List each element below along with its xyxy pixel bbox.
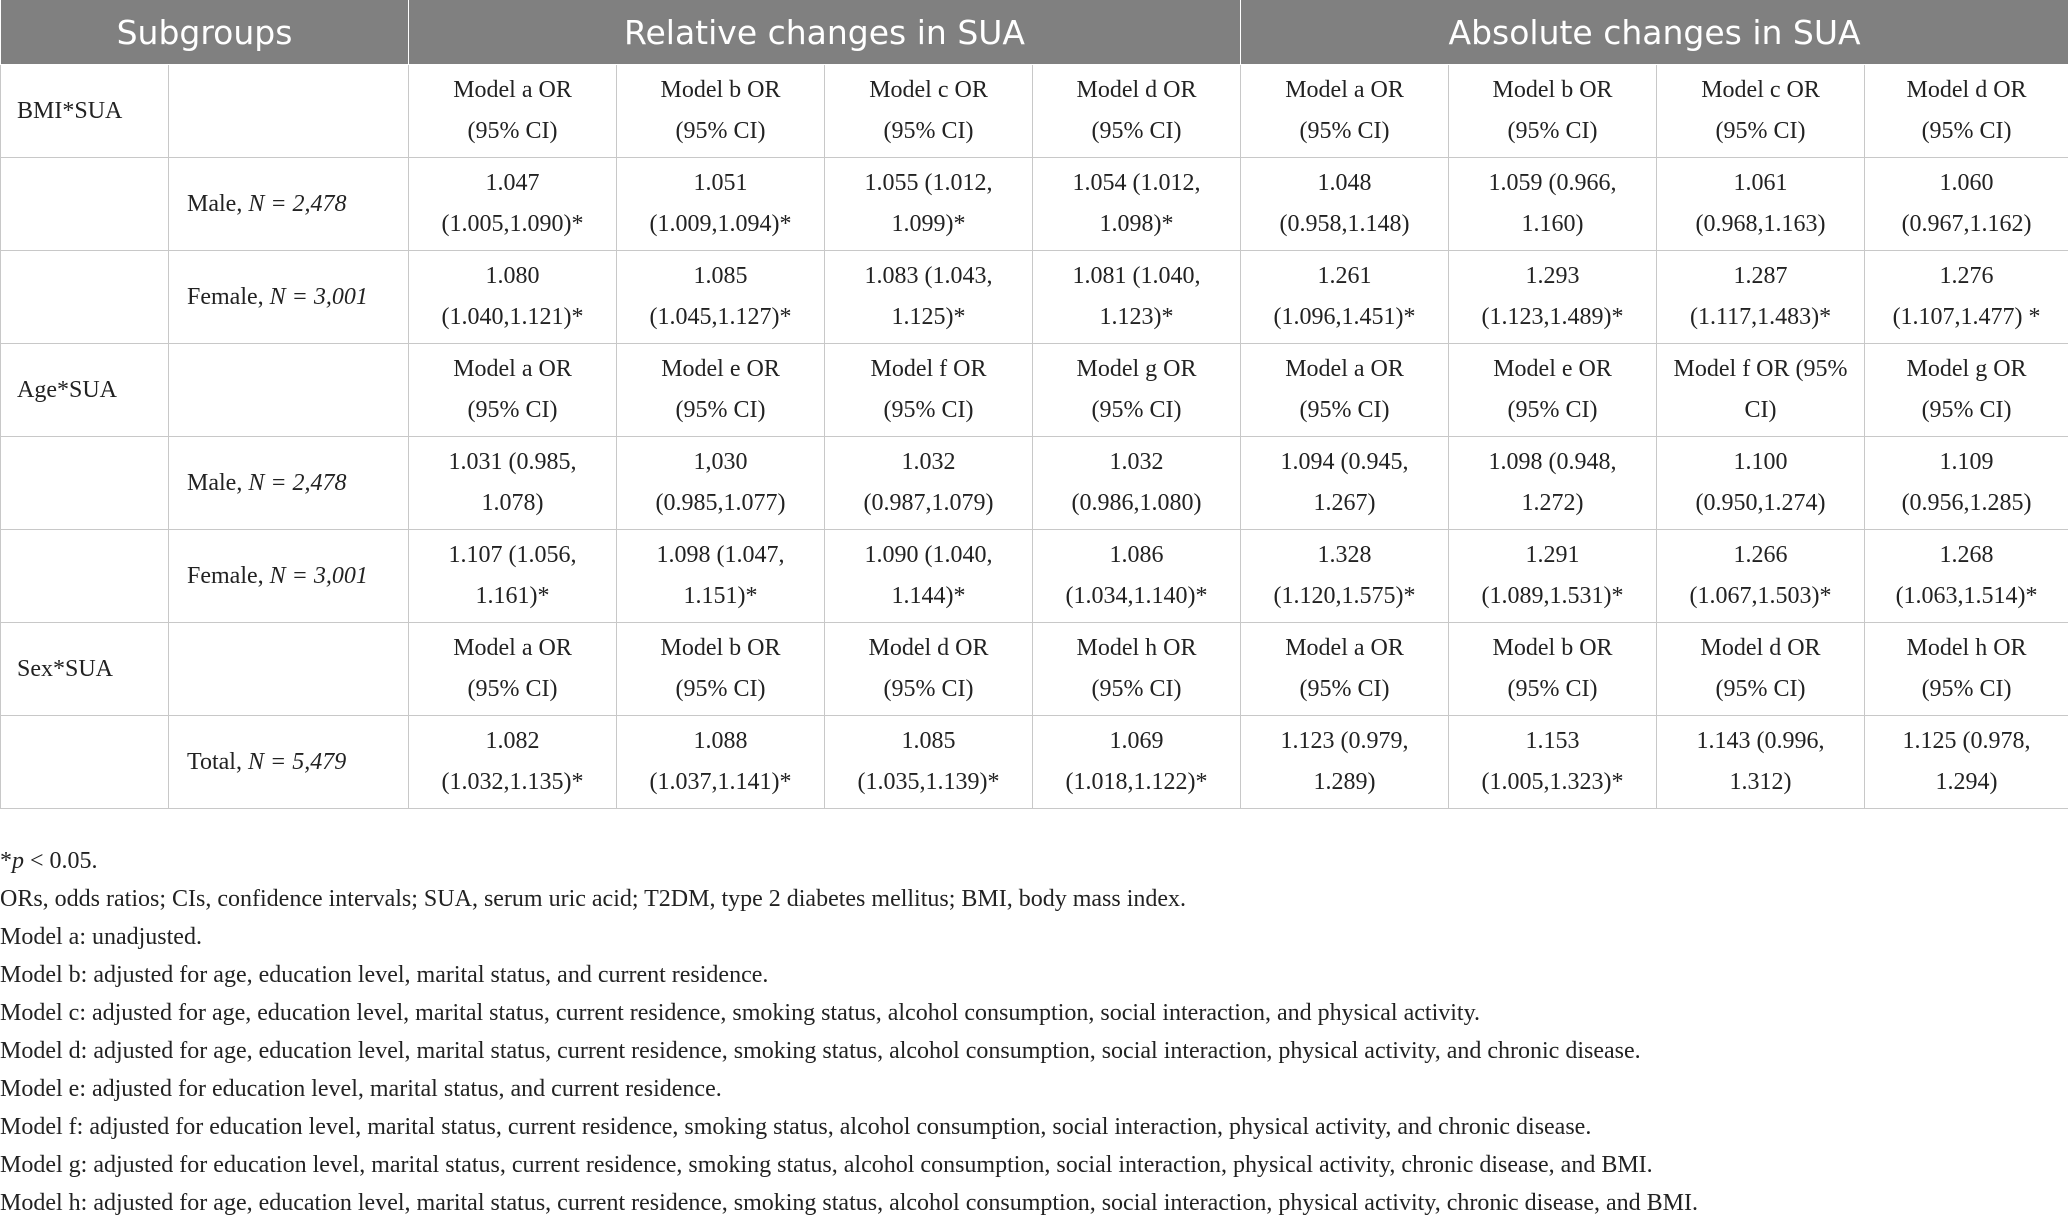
table-cell [617, 437, 825, 530]
table-cell [1241, 158, 1449, 251]
cell-line-2: 1.125)* [891, 304, 966, 330]
cell-line-1: Model g OR [1906, 356, 2027, 382]
cell-line-1: Model b OR [660, 77, 781, 103]
cell-line-2: (1.034,1.140)* [1065, 583, 1208, 609]
table-cell [1865, 716, 2068, 809]
table-row [1, 623, 2068, 716]
group-label [1, 158, 169, 251]
table-cell [617, 344, 825, 437]
table-cell [1241, 716, 1449, 809]
cell-line-1: Model f OR (95% [1673, 356, 1848, 382]
table-cell [1449, 437, 1657, 530]
cell-line-2: (95% CI) [883, 118, 974, 144]
cell-line-1: Model a OR [453, 356, 572, 382]
cell-line-1: Model a OR [453, 635, 572, 661]
subgroup-n: N = 2,478 [248, 190, 347, 217]
table-cell [1657, 623, 1865, 716]
group-label: BMI*SUA [1, 65, 169, 158]
table-cell [409, 716, 617, 809]
table-cell [1449, 530, 1657, 623]
cell-line-2: 1.078) [481, 490, 544, 516]
cell-line-1: 1.094 (0.945, [1280, 449, 1409, 475]
cell-line-1: 1.098 (0.948, [1488, 449, 1617, 475]
cell-line-2: (95% CI) [883, 397, 974, 423]
cell-line-2: (0.956,1.285) [1901, 490, 2032, 516]
cell-line-2: 1.151)* [683, 583, 758, 609]
subgroup-label [169, 437, 409, 530]
cell-line-1: 1.088 [693, 728, 748, 754]
cell-line-1: 1.051 [693, 170, 748, 196]
table-cell [1241, 623, 1449, 716]
cell-line-2: 1.099)* [891, 211, 966, 237]
table-row [1, 716, 2068, 809]
table-cell [825, 344, 1033, 437]
cell-line-1: 1.143 (0.996, [1696, 728, 1825, 754]
cell-line-1: 1.109 [1939, 449, 1994, 475]
cell-line-2: (1.005,1.090)* [441, 211, 584, 237]
table-cell [1033, 158, 1241, 251]
subgroup-n: N = 3,001 [269, 283, 368, 310]
cell-line-1: 1.032 [901, 449, 956, 475]
cell-line-1: 1.153 [1525, 728, 1580, 754]
table-cell [1241, 344, 1449, 437]
cell-line-1: 1.047 [485, 170, 540, 196]
subgroup-label [169, 158, 409, 251]
cell-line-2: (0.985,1.077) [655, 490, 786, 516]
cell-line-2: (95% CI) [467, 676, 558, 702]
table-cell [1241, 251, 1449, 344]
group-label [1, 251, 169, 344]
table-cell [409, 530, 617, 623]
table-row [1, 437, 2068, 530]
table-cell [1449, 158, 1657, 251]
cell-line-2: 1.294) [1935, 769, 1998, 795]
cell-line-1: 1.032 [1109, 449, 1164, 475]
cell-line-1: 1.086 [1109, 542, 1164, 568]
cell-line-1: Model e OR [661, 356, 780, 382]
cell-line-2: 1.160) [1521, 211, 1584, 237]
header-subgroups: Subgroups [1, 0, 409, 65]
cell-line-1: 1.268 [1939, 542, 1994, 568]
cell-line-2: (95% CI) [1299, 397, 1390, 423]
cell-line-1: Model h OR [1076, 635, 1197, 661]
header-relative-changes: Relative changes in SUA [409, 0, 1241, 65]
table-cell [1657, 65, 1865, 158]
cell-line-1: Model d OR [1700, 635, 1821, 661]
cell-line-2: (95% CI) [467, 118, 558, 144]
table-cell [1865, 251, 2068, 344]
group-label: Age*SUA [1, 344, 169, 437]
table-cell [1241, 437, 1449, 530]
cell-line-2: (95% CI) [1921, 397, 2012, 423]
cell-line-2: (1.035,1.139)* [857, 769, 1000, 795]
cell-line-2: 1.312) [1729, 769, 1792, 795]
table-cell [1033, 65, 1241, 158]
table-cell [825, 623, 1033, 716]
note-line: Model d: adjusted for age, education level, marital status, current residence, smoking status, alcohol consumption, social interaction, physical activity, and chronic disease. [0, 1038, 1641, 1064]
cell-line-2: (1.067,1.503)* [1689, 583, 1832, 609]
cell-line-1: 1.100 [1733, 449, 1788, 475]
subgroup-label [169, 716, 409, 809]
subgroup-name: Female, [187, 283, 270, 310]
cell-line-1: Model d OR [868, 635, 989, 661]
table-cell [1865, 158, 2068, 251]
table-cell [1865, 623, 2068, 716]
cell-line-1: 1.328 [1317, 542, 1372, 568]
cell-line-2: (95% CI) [1507, 118, 1598, 144]
cell-line-1: Model a OR [1285, 356, 1404, 382]
cell-line-2: (1.037,1.141)* [649, 769, 792, 795]
table-cell [1033, 344, 1241, 437]
cell-line-1: Model a OR [1285, 635, 1404, 661]
subgroup-label [169, 344, 409, 437]
table-cell [1865, 530, 2068, 623]
cell-line-1: 1.048 [1317, 170, 1372, 196]
cell-line-1: 1.061 [1733, 170, 1788, 196]
table-row [1, 344, 2068, 437]
cell-line-1: 1.055 (1.012, [864, 170, 993, 196]
table-cell [1449, 65, 1657, 158]
cell-line-2: 1.267) [1313, 490, 1376, 516]
cell-line-1: Model b OR [1492, 635, 1613, 661]
subgroup-label [169, 65, 409, 158]
cell-line-1: Model d OR [1906, 77, 2027, 103]
table-cell [617, 716, 825, 809]
subgroup-name: Male, [187, 469, 249, 496]
cell-line-1: Model e OR [1493, 356, 1612, 382]
cell-line-1: 1.266 [1733, 542, 1788, 568]
cell-line-2: (95% CI) [1507, 397, 1598, 423]
cell-line-1: 1.054 (1.012, [1072, 170, 1201, 196]
cell-line-1: 1.276 [1939, 263, 1994, 289]
cell-line-2: (1.045,1.127)* [649, 304, 792, 330]
cell-line-1: 1.085 [901, 728, 956, 754]
cell-line-1: 1.287 [1733, 263, 1788, 289]
cell-line-2: (95% CI) [1091, 676, 1182, 702]
note-lines [0, 880, 2068, 1222]
cell-line-2: (95% CI) [883, 676, 974, 702]
cell-line-2: (95% CI) [1091, 118, 1182, 144]
table-cell [409, 623, 617, 716]
cell-line-2: (1.032,1.135)* [441, 769, 584, 795]
cell-line-1: 1.059 (0.966, [1488, 170, 1617, 196]
table-cell [1657, 251, 1865, 344]
cell-line-1: Model g OR [1076, 356, 1197, 382]
cell-line-1: 1.125 (0.978, [1902, 728, 2031, 754]
table-body [1, 65, 2068, 809]
cell-line-1: 1.107 (1.056, [448, 542, 577, 568]
table-cell [825, 65, 1033, 158]
cell-line-2: (95% CI) [1921, 676, 2012, 702]
subgroup-n: N = 5,479 [247, 748, 347, 775]
group-label [1, 530, 169, 623]
cell-line-1: Model a OR [1285, 77, 1404, 103]
table-cell [1449, 623, 1657, 716]
cell-line-2: (1.089,1.531)* [1481, 583, 1624, 609]
cell-line-2: 1.161)* [475, 583, 550, 609]
group-label [1, 437, 169, 530]
cell-line-1: 1.031 (0.985, [448, 449, 577, 475]
table-cell [1657, 437, 1865, 530]
cell-line-2: (95% CI) [1299, 676, 1390, 702]
table-cell [1033, 623, 1241, 716]
cell-line-2: 1.272) [1521, 490, 1584, 516]
cell-line-1: 1.082 [485, 728, 540, 754]
table-cell [617, 65, 825, 158]
table-row [1, 530, 2068, 623]
cell-line-2: (1.009,1.094)* [649, 211, 792, 237]
table-cell [825, 251, 1033, 344]
cell-line-2: (95% CI) [675, 397, 766, 423]
table-cell [1449, 716, 1657, 809]
cell-line-2: CI) [1744, 397, 1777, 423]
cell-line-1: 1.060 [1939, 170, 1994, 196]
table-cell [409, 251, 617, 344]
subgroup-label [169, 251, 409, 344]
cell-line-2: (0.987,1.079) [863, 490, 994, 516]
cell-line-2: (95% CI) [675, 118, 766, 144]
cell-line-2: 1.098)* [1099, 211, 1174, 237]
subgroup-label [169, 530, 409, 623]
cell-line-2: (1.005,1.323)* [1481, 769, 1624, 795]
note-line: Model g: adjusted for education level, marital status, current residence, smoking status, alcohol consumption, social interaction, physical activity, chronic disease, and BMI. [0, 1152, 1653, 1178]
subgroup-name: Female, [187, 562, 270, 589]
cell-line-1: Model a OR [453, 77, 572, 103]
cell-line-1: 1.261 [1317, 263, 1372, 289]
note-line: Model e: adjusted for education level, marital status, and current residence. [0, 1076, 722, 1102]
subgroup-label [169, 623, 409, 716]
cell-line-2: (0.968,1.163) [1695, 211, 1826, 237]
cell-line-2: 1.123)* [1099, 304, 1174, 330]
subgroup-n: N = 3,001 [269, 562, 368, 589]
table-cell [617, 251, 825, 344]
cell-line-2: (1.096,1.451)* [1273, 304, 1416, 330]
note-line: Model a: unadjusted. [0, 924, 202, 950]
cell-line-2: (0.986,1.080) [1071, 490, 1202, 516]
cell-line-1: Model c OR [869, 77, 988, 103]
note-line: Model b: adjusted for age, education level, marital status, and current residence. [0, 962, 769, 988]
cell-line-2: (1.040,1.121)* [441, 304, 584, 330]
table-cell [1033, 530, 1241, 623]
table-cell [617, 158, 825, 251]
cell-line-1: 1.081 (1.040, [1072, 263, 1201, 289]
header-absolute-changes: Absolute changes in SUA [1241, 0, 2068, 65]
table-cell [825, 716, 1033, 809]
cell-line-1: Model b OR [660, 635, 781, 661]
cell-line-2: (0.958,1.148) [1279, 211, 1410, 237]
note-line: Model c: adjusted for age, education level, marital status, current residence, smoking status, alcohol consumption, social interaction, and physical activity. [0, 1000, 1481, 1026]
table-cell [825, 437, 1033, 530]
cell-line-1: Model d OR [1076, 77, 1197, 103]
subgroup-name: Total, [187, 748, 248, 775]
cell-line-1: 1,030 [693, 449, 748, 475]
table-cell [409, 158, 617, 251]
group-label: Sex*SUA [1, 623, 169, 716]
subgroup-name: Male, [187, 190, 249, 217]
cell-line-2: (95% CI) [1507, 676, 1598, 702]
cell-line-1: Model f OR [870, 356, 987, 382]
table-cell [617, 623, 825, 716]
cell-line-2: (0.950,1.274) [1695, 490, 1826, 516]
table-footnotes [0, 842, 2068, 1222]
cell-line-2: (1.120,1.575)* [1273, 583, 1416, 609]
table-cell [1865, 65, 2068, 158]
cell-line-2: (95% CI) [1921, 118, 2012, 144]
cell-line-2: (1.063,1.514)* [1895, 583, 2038, 609]
cell-line-2: (1.117,1.483)* [1689, 304, 1832, 330]
cell-line-2: (1.018,1.122)* [1065, 769, 1208, 795]
table-cell [825, 158, 1033, 251]
cell-line-1: Model c OR [1701, 77, 1820, 103]
table-cell [1033, 437, 1241, 530]
cell-line-2: (95% CI) [1715, 676, 1806, 702]
cell-line-2: (95% CI) [1299, 118, 1390, 144]
subgroup-n: N = 2,478 [248, 469, 347, 496]
table-cell [825, 530, 1033, 623]
table-cell [1033, 251, 1241, 344]
cell-line-1: 1.085 [693, 263, 748, 289]
table-cell [617, 530, 825, 623]
group-label [1, 716, 169, 809]
cell-line-1: 1.293 [1525, 263, 1580, 289]
cell-line-2: 1.289) [1313, 769, 1376, 795]
table-cell [409, 65, 617, 158]
cell-line-1: 1.069 [1109, 728, 1164, 754]
note-line: Model h: adjusted for age, education level, marital status, current residence, smoking status, alcohol consumption, social interaction, physical activity, chronic disease, and BMI. [0, 1190, 1698, 1216]
cell-line-1: 1.291 [1525, 542, 1580, 568]
cell-line-1: 1.090 (1.040, [864, 542, 993, 568]
note-line: Model f: adjusted for education level, marital status, current residence, smoking status, alcohol consumption, social interaction, physical activity, and chronic disease. [0, 1114, 1592, 1140]
table-cell [1865, 344, 2068, 437]
table-cell [1033, 716, 1241, 809]
cell-line-2: (1.123,1.489)* [1481, 304, 1624, 330]
table-row [1, 251, 2068, 344]
cell-line-2: (95% CI) [1091, 397, 1182, 423]
cell-line-1: 1.083 (1.043, [864, 263, 993, 289]
table-cell [1449, 344, 1657, 437]
table-cell [409, 344, 617, 437]
cell-line-2: (95% CI) [675, 676, 766, 702]
cell-line-1: 1.080 [485, 263, 540, 289]
table-cell [1657, 716, 1865, 809]
cell-line-2: (95% CI) [467, 397, 558, 423]
cell-line-2: (1.107,1.477) * [1892, 304, 2041, 330]
cell-line-2: (95% CI) [1715, 118, 1806, 144]
cell-line-1: 1.123 (0.979, [1280, 728, 1409, 754]
table-row [1, 65, 2068, 158]
table-cell [1657, 158, 1865, 251]
cell-line-1: 1.098 (1.047, [656, 542, 785, 568]
note-line: ORs, odds ratios; CIs, confidence intervals; SUA, serum uric acid; T2DM, type 2 diabetes mellitus; BMI, body mass index. [0, 886, 1187, 912]
cell-line-2: 1.144)* [891, 583, 966, 609]
table-cell [1449, 251, 1657, 344]
cell-line-1: Model b OR [1492, 77, 1613, 103]
table-cell [1865, 437, 2068, 530]
table-cell [1657, 530, 1865, 623]
header-row [1, 0, 2068, 65]
cell-line-2: (0.967,1.162) [1901, 211, 2032, 237]
table-cell [409, 437, 617, 530]
cell-line-1: Model h OR [1906, 635, 2027, 661]
significance-note: *p < 0.05. [0, 848, 98, 874]
table-cell [1657, 344, 1865, 437]
table-cell [1241, 65, 1449, 158]
table-cell [1241, 530, 1449, 623]
table-row [1, 158, 2068, 251]
